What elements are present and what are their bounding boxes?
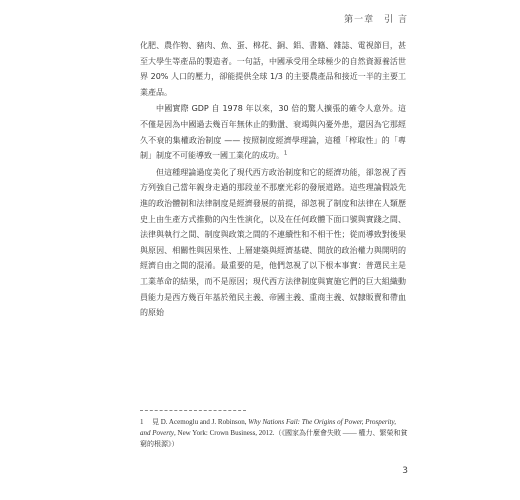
page-number: 3 [402,466,408,476]
running-head-title: 引 言 [384,15,408,25]
running-head-chapter: 第一章 [344,15,375,25]
footnote-book-title: Why Nations Fail: The Origins of Power, Prosperity, and Poverty [140,418,396,437]
footnote-authors: 見 D. Acemoglu and J. Robinson, [152,418,249,426]
footnote-marker[interactable]: 1 [284,150,288,157]
paragraph-text: 化肥、農作物、豬肉、魚、蛋、棉花、銅、鋁、書籍、雜誌、電視節目，甚至大學生等產品的製造者。一句話，中國承受用全球極少的自然資源養活世界 20% 人口的壓力，卻能提供全球 1/3 的主要農產品和接近一半的主要工業產品。 [140,41,406,97]
footnote [140,417,408,450]
body-text [140,38,406,321]
footnote-publisher: , New York: Crown Business, 2012.（《國家為什麼會失敗 —— 權力、繁榮和貧窮的根源》） [140,429,408,448]
paragraph-text: 中國實際 GDP 自 1978 年以來，30 倍的驚人擴張的確令人意外。這不僅是因為中國過去幾百年無休止的動盪、衰竭與內憂外患，還因為它那經久不衰的集權政治制度 —— 按照制度經濟學理論，這種「榨取性」的「專制」制度不可能導致一國工業化的成功。 [140,104,406,161]
footnote-number: 1 [140,418,144,426]
paragraph [140,165,406,321]
footnote-divider [140,410,246,411]
paragraph [140,101,406,163]
paragraph [140,38,406,100]
running-head [334,12,408,25]
paragraph-text: 但這種理論過度美化了現代西方政治制度和它的經濟功能，卻忽視了西方列強自己當年親身走過的那段並不那麼光彩的發展道路。這些理論假設先進的政治體制和法律制度是經濟發展的前提，卻忽視了制度和法律在人類歷史上由生產方式推動的內生性演化，以及在任何政體下面口號與實踐之間、法律與執行之間、制度與政策之間的不連續性和不相干性；從而導致對後果與原因、相關性與因果性、上層建築與經濟基礎、開放的政治權力與開明的經濟自由之間的混淆。最重要的是，他們忽視了以下根本事實：普選民主是工業革命的結果，而不是原因；現代西方法律制度與實施它們的巨大組織動員能力是西方幾百年基於殖民主義、帝國主義、重商主義、奴隸販賣和帶血的原始 [140,167,406,318]
